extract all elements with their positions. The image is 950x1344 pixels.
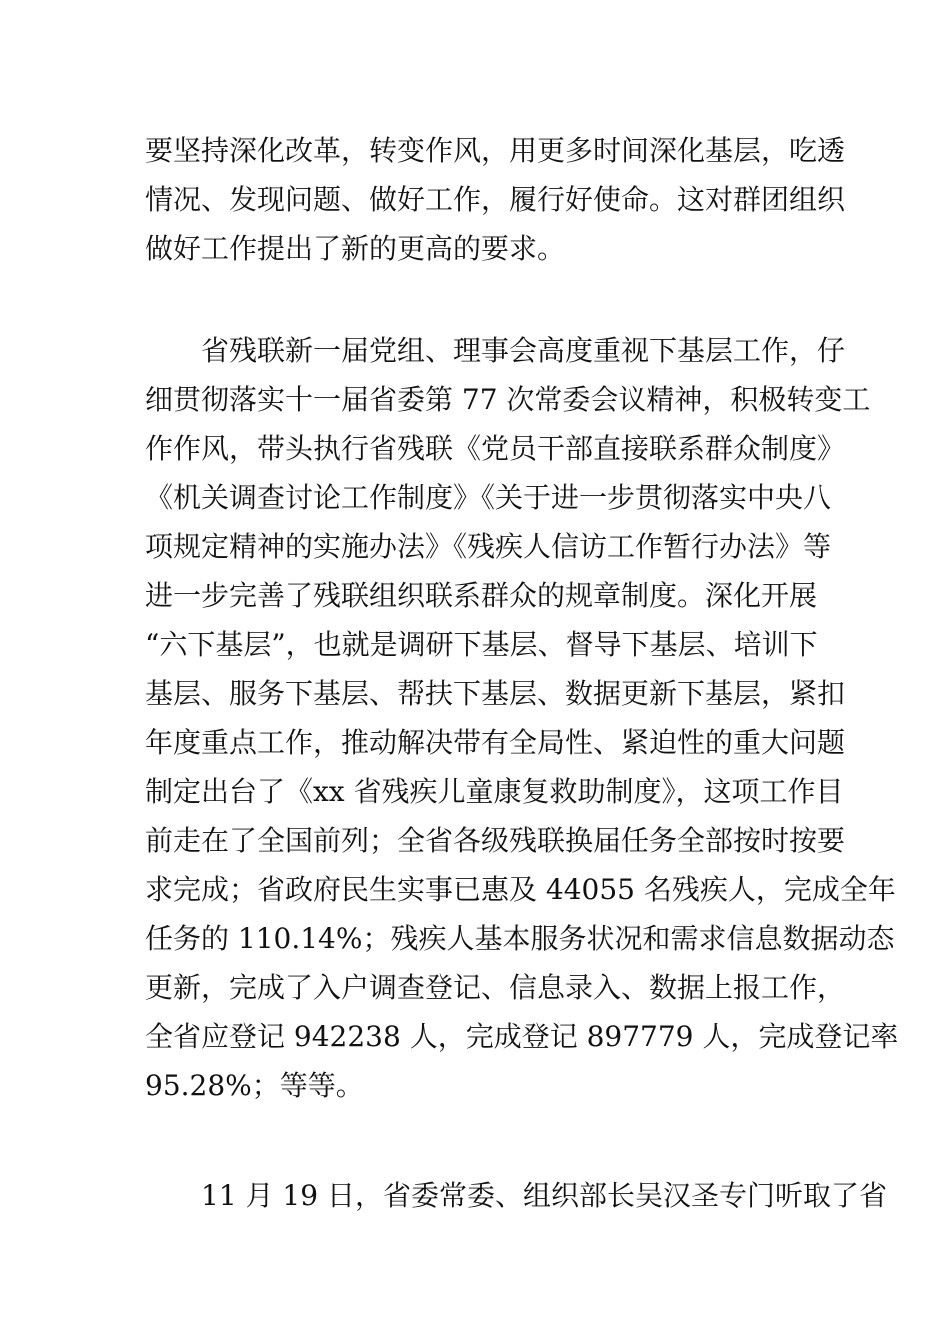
paragraph-1 <box>145 126 846 273</box>
paragraph-line: 做好工作提出了新的更高的要求。 <box>145 232 566 265</box>
paragraph-3 <box>145 1171 887 1220</box>
paragraph-line: 前走在了全国前列；全省各级残联换届任务全部按时按要 <box>145 824 846 857</box>
paragraph-line: 任务的 110.14%；残疾人基本服务状况和需求信息数据动态 <box>145 922 895 955</box>
paragraph-line: 作作风，带头执行省残联《党员干部直接联系群众制度》 <box>145 432 846 465</box>
paragraph-line: 基层、服务下基层、帮扶下基层、数据更新下基层，紧扣 <box>145 677 846 710</box>
paragraph-2 <box>145 326 899 1110</box>
paragraph-line: 年度重点工作，推动解决带有全局性、紧迫性的重大问题 <box>145 726 846 759</box>
paragraph-line: 11 月 19 日，省委常委、组织部长吴汉圣专门听取了省 <box>201 1179 887 1212</box>
paragraph-line: 情况、发现问题、做好工作，履行好使命。这对群团组织 <box>145 183 846 216</box>
paragraph-line: 要坚持深化改革，转变作风，用更多时间深化基层，吃透 <box>145 134 846 167</box>
paragraph-line: 项规定精神的实施办法》《残疾人信访工作暂行办法》等 <box>145 530 832 563</box>
paragraph-line: 细贯彻落实十一届省委第 77 次常委会议精神，积极转变工 <box>145 383 871 416</box>
paragraph-line: “六下基层”，也就是调研下基层、督导下基层、培训下 <box>145 628 818 661</box>
paragraph-line: 95.28%；等等。 <box>145 1069 364 1102</box>
paragraph-line: 制定出台了《xx 省残疾儿童康复救助制度》，这项工作目 <box>145 775 844 808</box>
paragraph-line: 省残联新一届党组、理事会高度重视下基层工作，仔 <box>201 334 846 367</box>
paragraph-line: 求完成；省政府民生实事已惠及 44055 名残疾人，完成全年 <box>145 873 896 906</box>
paragraph-line: 《机关调查讨论工作制度》《关于进一步贯彻落实中央八 <box>145 481 832 514</box>
paragraph-line: 更新，完成了入户调查登记、信息录入、数据上报工作， <box>145 971 846 1004</box>
paragraph-line: 进一步完善了残联组织联系群众的规章制度。深化开展 <box>145 579 818 612</box>
paragraph-line: 全省应登记 942238 人，完成登记 897779 人，完成登记率 <box>145 1020 899 1053</box>
